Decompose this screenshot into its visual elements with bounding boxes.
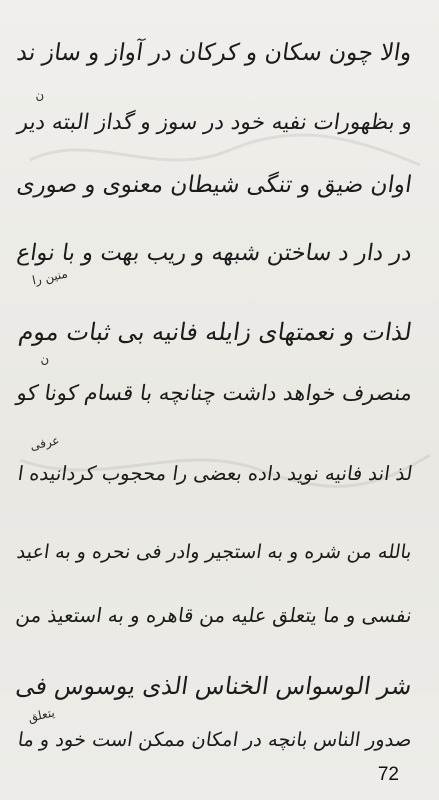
manuscript-line: صدور الناس بانچه در امکان ممکن است خود و ما <box>16 728 414 751</box>
page-number: 72 <box>377 764 399 785</box>
manuscript-line: نفسی و ما یتعلق علیه من قاهره و به استعیذ من <box>14 604 414 627</box>
marginal-gloss: ن <box>33 87 46 103</box>
manuscript-text <box>14 0 422 760</box>
marginal-gloss: ن <box>38 351 51 367</box>
manuscript-line: بالله من شره و به استجیر وادر فی نحره و به اعید <box>15 540 414 563</box>
marginal-gloss: یتعلق <box>26 705 56 725</box>
manuscript-line: اوان ضیق و تنگی شیطان معنوی و صوری <box>15 172 414 198</box>
manuscript-line: و بظهورات نفیه خود در سوز و گداز البته دیر <box>16 110 414 135</box>
manuscript-line: والا چون سکان و کرکان در آواز و ساز ند <box>15 38 414 66</box>
marginal-gloss: منین را <box>30 266 69 288</box>
manuscript-line: شر الوسواس الخناس الذی یوسوس فی <box>14 672 414 700</box>
manuscript-line: در دار د ساختن شبهه و ریب بهت و با نواع <box>15 240 414 266</box>
marginal-gloss: عرفی <box>28 433 61 453</box>
manuscript-line: منصرف خواهد داشت چنانچه با قسام کونا کو <box>14 380 414 405</box>
manuscript-line: لذ اند فانیه نوید داده بعضی را محجوب کردانیده ا <box>16 462 414 485</box>
manuscript-line: لذات و نعمتهای زایله فانیه بی ثبات موم <box>17 318 414 346</box>
